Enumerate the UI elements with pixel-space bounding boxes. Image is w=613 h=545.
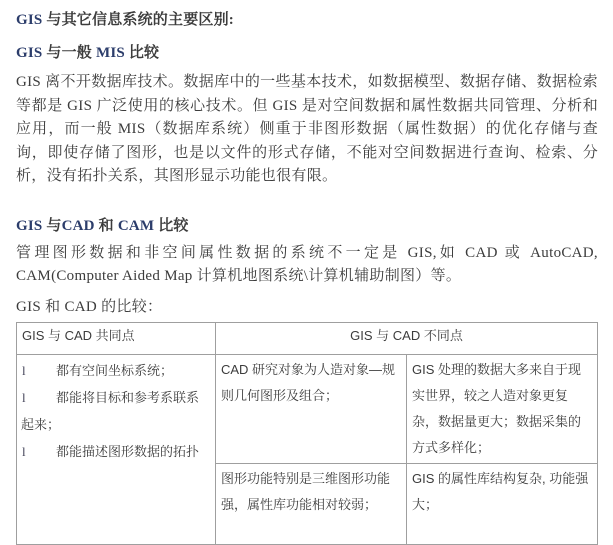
heading-text: 和 — [94, 217, 118, 234]
header-cell-different-points: GIS 与 CAD 不同点 — [216, 322, 598, 354]
bullet-item-text: 都能描述图形数据的拓扑 — [56, 443, 200, 459]
bullet-item-text: 都能将目标和参考系联系 — [56, 389, 200, 405]
heading-latin-gis: GIS — [16, 45, 43, 61]
heading-text: 与其它信息系统的主要区别: — [42, 12, 234, 28]
paragraph-gis-vs-cad-cam: 管理图形数据和非空间属性数据的系统不一定是 GIS,如 CAD 或 AutoCAD, CAM(Computer Aided Map 计算机地图系统\计算机辅助制图）等。 — [16, 244, 598, 284]
paragraph-gis-vs-mis: GIS 离不开数据库技术。数据库中的一些基本技术，如数据模型、数据存储、数据检索等都是 GIS 广泛使用的核心技术。但 GIS 是对空间数据和属性数据共同管理、分析和应用，而一般 MIS（数据库系统）侧重于非图形数据（属性数据）的优化存储与查询，即使存储了图形，也是以文件的形式存储，不能对空间数据进行查询、检索、分析，没有拓扑关系，其图形显示功能也很有限。 — [16, 74, 598, 184]
table-intro-line: GIS 和 CAD 的比较： — [16, 298, 163, 315]
cell-gis-row1 — [407, 354, 598, 463]
heading-gis-differences — [16, 8, 598, 29]
heading-text: 与一般 — [42, 45, 96, 61]
cell-text: GIS 的属性库结构复杂, 功能强大； — [412, 470, 589, 512]
cell-cad-row2 — [216, 463, 407, 544]
heading-latin-gis: GIS — [16, 217, 43, 234]
bullet-icon: l — [22, 389, 26, 405]
heading-latin-cad: CAD — [61, 217, 95, 234]
bullet-item — [22, 357, 210, 384]
cell-text: CAD 研究对象为人造对象—规则几何图形及组合； — [221, 361, 396, 403]
heading-text: 与 — [42, 217, 62, 234]
cell-gis-row2 — [407, 463, 598, 544]
heading-latin-mis: MIS — [95, 45, 125, 61]
bullet-item-wrap: 起来； — [21, 416, 61, 432]
heading-gis-vs-mis — [16, 41, 598, 62]
table-header-row — [17, 322, 598, 354]
heading-gis-vs-cad-cam — [16, 214, 598, 235]
bullet-item-text: 都有空间坐标系统； — [56, 362, 174, 378]
bullet-icon: l — [22, 362, 26, 378]
cell-text: 图形功能特别是三维图形功能强，属性库功能相对较弱； — [221, 470, 391, 512]
heading-latin-cam: CAM — [117, 217, 155, 234]
gis-cad-comparison-table — [16, 322, 598, 545]
cell-text: GIS 处理的数据大多来自于现实世界，较之人造对象更复杂，数据量更大；数据采集的方式多样化； — [412, 361, 582, 455]
header-cell-common-points: GIS 与 CAD 共同点 — [17, 322, 216, 354]
heading-text: 比较 — [154, 217, 189, 234]
heading-latin-gis: GIS — [16, 12, 43, 28]
bullet-item — [22, 384, 210, 411]
cell-cad-row1 — [216, 354, 407, 463]
bullet-item — [22, 438, 210, 465]
bullet-icon: l — [22, 443, 26, 459]
table-row — [17, 354, 598, 463]
cell-common-points — [17, 354, 216, 544]
heading-text: 比较 — [124, 45, 160, 61]
